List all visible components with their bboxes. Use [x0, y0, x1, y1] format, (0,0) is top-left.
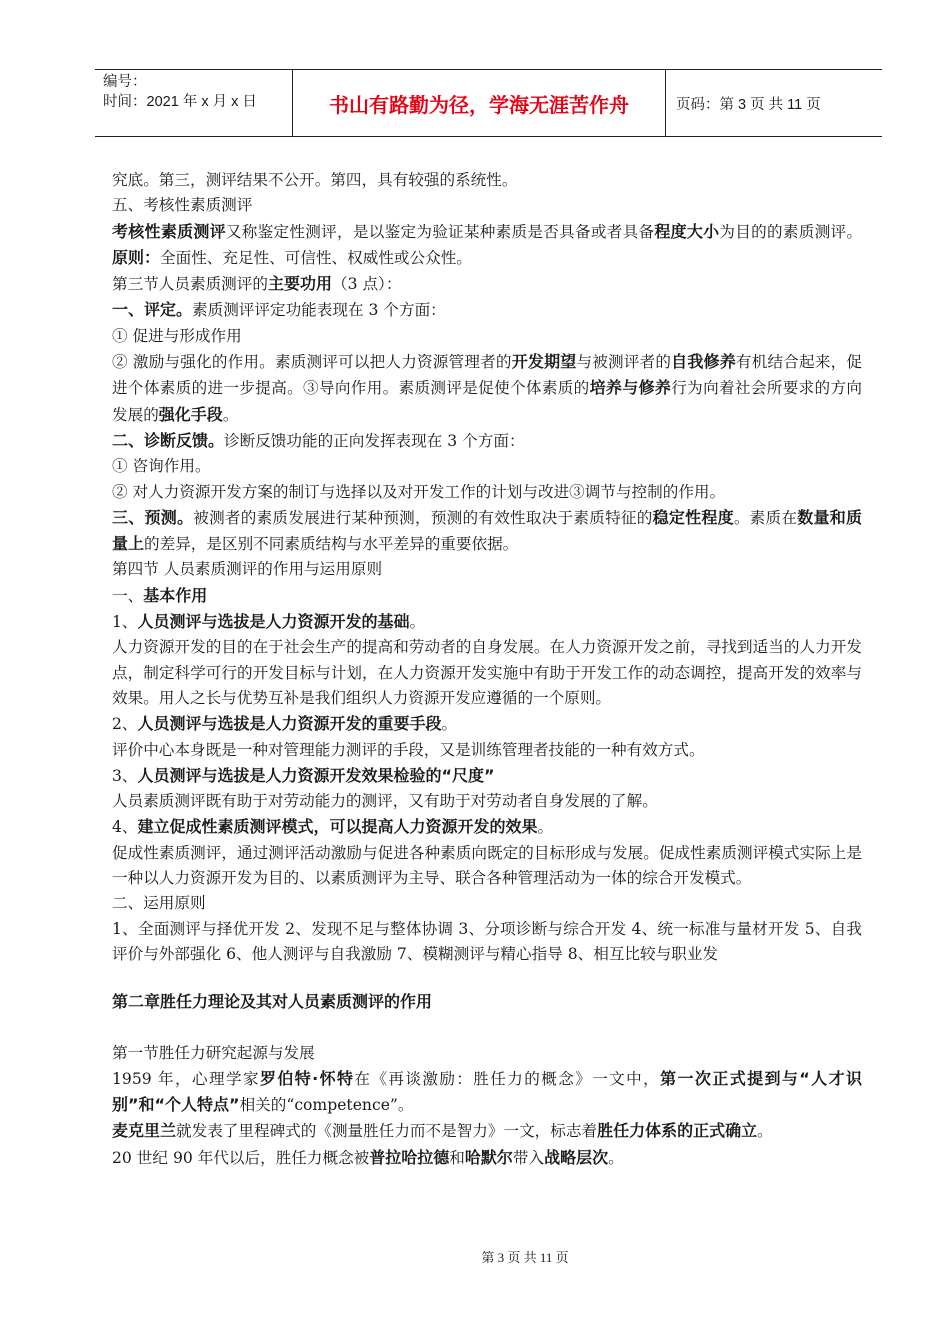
- header-motto: 书山有路勤为径，学海无涯苦作舟: [292, 70, 666, 136]
- page-header: [95, 69, 882, 137]
- paragraph: 究底。第三，测评结果不公开。第四，具有较强的系统性。: [112, 171, 518, 189]
- subheading: 1、人员测评与选拔是人力资源开发的基础。: [112, 612, 426, 632]
- paragraph: 人员素质测评既有助于对劳动能力的测评，又有助于对劳动者自身发展的了解。: [112, 792, 658, 811]
- page-footer: 第 3 页 共 11 页: [481, 1250, 569, 1265]
- header-meta: [95, 70, 292, 136]
- document-body: [112, 168, 862, 1171]
- chapter-title: 第二章胜任力理论及其对人员素质测评的作用: [112, 992, 433, 1012]
- paragraph: 考核性素质测评又称鉴定性测评，是以鉴定为验证某种素质是否具备或者具备程度大小为目的的素质测评。原则：全面性、充足性、可信性、权威性或公众性。: [112, 221, 862, 267]
- section-heading: 二、运用原则: [112, 894, 206, 913]
- paragraph: 1、全面测评与择优开发 2、发现不足与整体协调 3、分项诊断与综合开发 4、统一标准与量材开发 5、自我评价与外部强化 6、他人测评与自我激励 7、模糊测评与精心指导 8、相互比较与职业发: [112, 919, 862, 963]
- list-item: ① 咨询作用。: [112, 457, 211, 476]
- subheading: 3、人员测评与选拔是人力资源开发效果检验的“尺度”: [112, 765, 495, 785]
- paragraph: 一、评定。素质测评评定功能表现在 3 个方面：: [112, 300, 446, 320]
- section-heading: 第四节 人员素质测评的作用与运用原则: [112, 560, 383, 579]
- subheading: 2、人员测评与选拔是人力资源开发的重要手段。: [112, 714, 458, 734]
- subheading: 4、建立促成性素质测评模式，可以提高人力资源开发的效果。: [112, 817, 554, 837]
- paragraph: 人力资源开发的目的在于社会生产的提高和劳动者的自身发展。在人力资源开发之前，寻找到适当的人力开发点，制定科学可行的开发目标与计划，在人力资源开发实施中有助于开发工作的动态调控，提高开发的效率与效果。用人之长与优势互补是我们组织人力资源开发应遵循的一个原则。: [112, 638, 862, 707]
- section-heading: 一、基本作用: [112, 585, 208, 605]
- list-item: ② 对人力资源开发方案的制订与选择以及对开发工作的计划与改进③调节与控制的作用。: [112, 482, 726, 501]
- paragraph: 二、诊断反馈。诊断反馈功能的正向发挥表现在 3 个方面：: [112, 430, 525, 450]
- paragraph: 麦克里兰就发表了里程碑式的《测量胜任力而不是智力》一文，标志着胜任力体系的正式确立。: [112, 1121, 773, 1141]
- paragraph: ② 激励与强化的作用。素质测评可以把人力资源管理者的开发期望与被测评者的自我修养有机结合起来，促进个体素质的进一步提高。③导向作用。素质测评是促使个体素质的培养与修养行为向着社会所要求的方向发展的强化手段。: [112, 352, 862, 424]
- document-number-label: 编号：: [103, 74, 147, 90]
- header-page-label: 页码：第 3 页 共 11 页: [676, 96, 821, 113]
- paragraph: 三、预测。被测者的素质发展进行某种预测，预测的有效性取决于素质特征的稳定性程度。素质在数量和质量上的差异，是区别不同素质结构与水平差异的重要依据。: [112, 507, 862, 554]
- paragraph: 促成性素质测评，通过测评活动激励与促进各种素质向既定的目标形成与发展。促成性素质测评模式实际上是一种以人力资源开发为目的、以素质测评为主导、联合各种管理活动为一体的综合开发模式。: [112, 843, 862, 888]
- list-item: ① 促进与形成作用: [112, 326, 242, 345]
- document-time-label: 时间：2021 年 x 月 x 日: [103, 94, 257, 110]
- section-heading: 第三节人员素质测评的主要功用（3 点）：: [112, 274, 402, 294]
- section-heading: 五、考核性素质测评: [112, 196, 253, 215]
- paragraph: 评价中心本身既是一种对管理能力测评的手段，又是训练管理者技能的一种有效方式。: [112, 740, 705, 759]
- paragraph: 1959 年，心理学家罗伯特·怀特在《再谈激励：胜任力的概念》一文中，第一次正式提到与“人才识别”和“个人特点”相关的“competence”。: [112, 1068, 862, 1115]
- section-heading: 第一节胜任力研究起源与发展: [112, 1043, 315, 1062]
- paragraph: 20 世纪 90 年代以后，胜任力概念被普拉哈拉德和哈默尔带入战略层次。: [112, 1147, 624, 1167]
